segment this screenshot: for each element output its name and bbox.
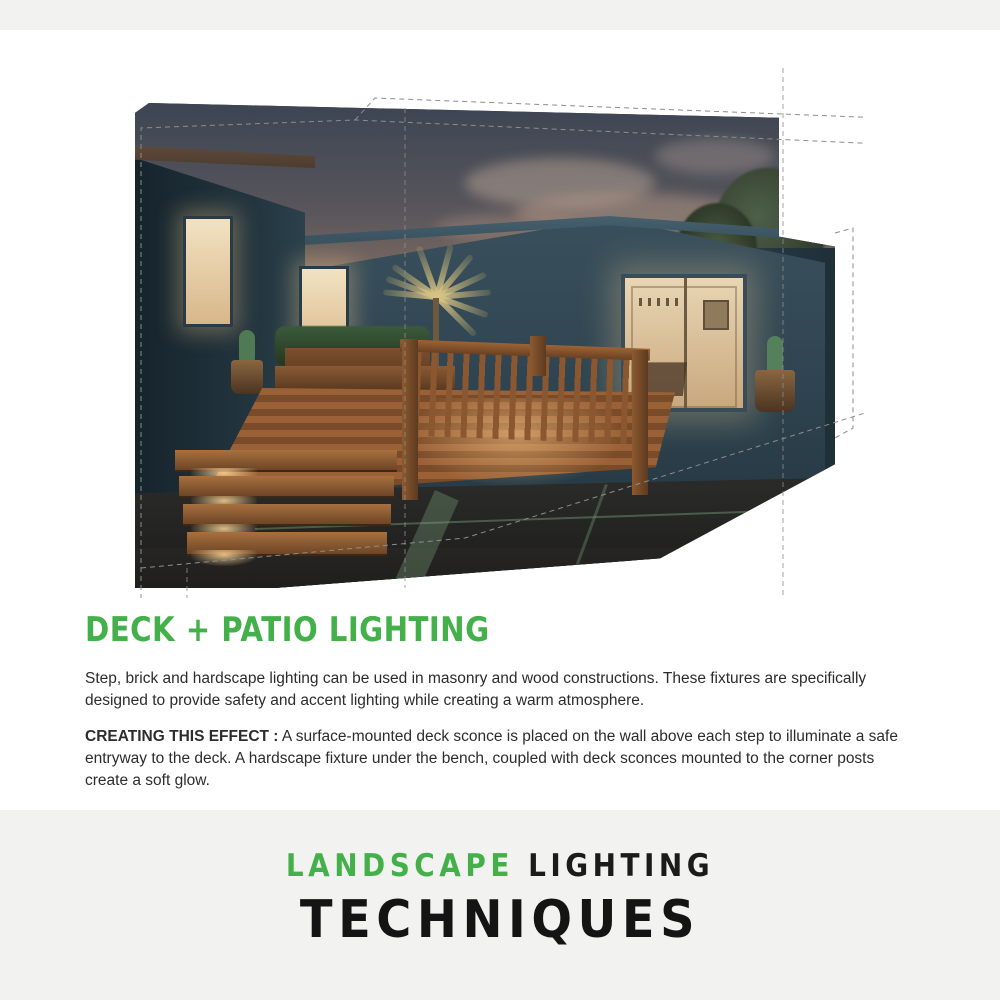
window — [183, 216, 233, 327]
wall-picture — [703, 300, 729, 330]
deck-steps — [175, 450, 405, 570]
step — [179, 476, 394, 496]
footer — [0, 810, 1000, 1000]
deck-railing — [400, 336, 650, 511]
footer-word-lighting: LIGHTING — [528, 848, 715, 884]
rendered-scene — [135, 98, 835, 593]
description-paragraph: Step, brick and hardscape lighting can be used in masonry and wood constructions. These fixtures are specifically designed to provide safety and accent lighting while creating a warm atmosphere. — [85, 670, 867, 709]
step-light-glow — [191, 550, 257, 566]
corner-post — [632, 350, 648, 495]
railing-balusters — [412, 348, 637, 444]
effect-text: A surface-mounted deck sconce is placed on the wall above each step to illuminate a safe entryway to the deck. A hardscape fixture under the bench, coupled with deck sconces mounted to the corner posts create a soft glow. — [85, 728, 898, 789]
planter-pot — [231, 360, 263, 394]
step — [183, 504, 391, 524]
planter-pot — [755, 370, 795, 412]
footer-title-line1 — [50, 848, 950, 884]
content-card — [0, 30, 1000, 810]
page-title: DECK + PATIO LIGHTING — [85, 610, 490, 650]
footer-word-landscape: LANDSCAPE — [285, 848, 514, 884]
corner-post — [530, 336, 546, 376]
effect-paragraph — [85, 726, 915, 792]
footer-title-line2: TECHNIQUES — [299, 890, 701, 950]
illustration-deck-patio-lighting — [135, 68, 865, 598]
interior-lights — [639, 298, 685, 306]
effect-label: CREATING THIS EFFECT : — [85, 728, 279, 745]
article-text-block — [85, 610, 925, 806]
step — [175, 450, 397, 470]
